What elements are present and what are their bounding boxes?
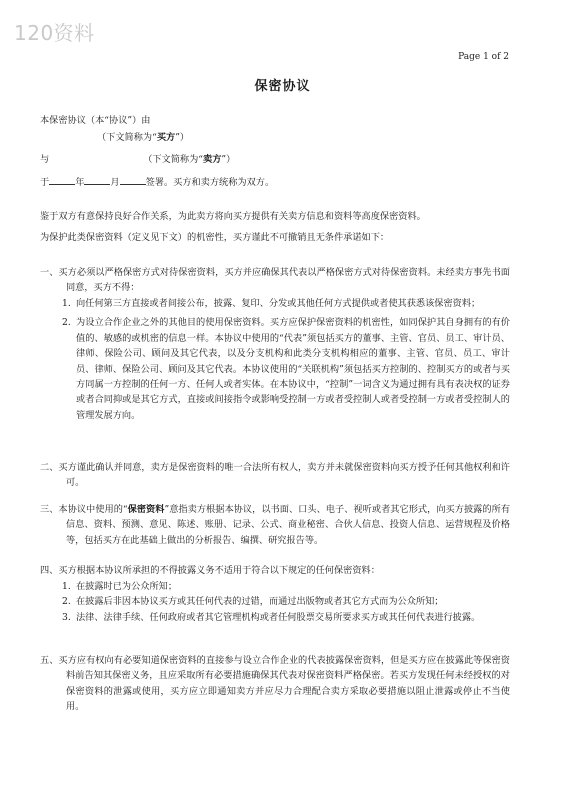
- date-yu: 于: [40, 177, 50, 188]
- intro-line-3-post: ”）: [221, 154, 236, 165]
- list-item: [62, 610, 510, 625]
- page-number: Page 1 of 2: [458, 52, 509, 62]
- list-item-text: 在披露时已为公众所知；: [76, 581, 178, 592]
- intro-line-1: 本保密协议（本“协议”）由: [40, 115, 151, 126]
- section-1: 一、买方必须以严格保密方式对待保密资料，买方并应确保其代表以严格保密方式对待保密资料。未经卖方事先书面同意，买方不得：: [40, 267, 510, 294]
- section-5: 五、买方应有权向有必要知道保密资料的直接参与设立合作企业的代表披露保密资料，但是买方应在披露此等保密资料前告知其保密义务，且应采取所有必要措施确保其代表对保密资料严格保密。若买方发现任何未经授权的对保密资料的泄露或使用，买方应立即通知卖方并应尽力合理配合卖方采取必要措施以阻止泄露或停止不当使用。: [40, 655, 510, 713]
- list-item: [62, 594, 510, 609]
- watermark-logo: 120资料: [14, 21, 95, 45]
- intro-line-3: [40, 152, 235, 167]
- list-item: [62, 296, 510, 311]
- list-item-number: 2.: [62, 317, 71, 329]
- date-rest: 签署。买方和卖方统称为双方。: [145, 177, 275, 188]
- list-item-number: 2.: [62, 596, 71, 608]
- list-item-text: 法律、法律手续、任何政府或者其它管理机构或者任何股票交易所要求买方或其任何代表进行披露。: [76, 611, 481, 623]
- list-item-number: 1.: [62, 581, 71, 592]
- list-item-number: 3.: [62, 611, 71, 623]
- confidential-info-term: 保密资料: [127, 504, 165, 515]
- date-line: [40, 174, 274, 190]
- section-3-post: ”意指卖方根据本协议，以书面、口头、电子、视听或者其它形式，向买方披露的所有信息、资料、预测、意见、陈述、账册、记录、公式、商业秘密、合伙人信息、投资人信息、运营规程及价格等，包括买方在此基础上做出的分析报告、编撰、研究报告等。: [66, 504, 511, 546]
- day-blank: [120, 174, 146, 185]
- year-blank: [49, 174, 75, 185]
- section-4-list: [62, 579, 510, 625]
- document-title: 保密协议: [254, 79, 311, 94]
- seller-term: 卖方: [203, 154, 222, 165]
- list-item-text: 向任何第三方直接或者间接公布，披露、复印、分发或其他任何方式提供或者使其获悉该保密资料；: [76, 298, 481, 309]
- buyer-term: 买方: [156, 132, 176, 143]
- list-item: [62, 315, 510, 423]
- section-1-list: [62, 296, 510, 423]
- intro-line-3-mid: （下文简称为“: [143, 154, 204, 165]
- section-3: [40, 502, 510, 548]
- month-blank: [84, 174, 110, 185]
- preamble-2: 为保护此类保密资料（定义见下文）的机密性，买方谨此不可撤销且无条件承诺如下：: [40, 232, 390, 243]
- section-4: 四、买方根据本协议所承担的不得披露义务不适用于符合以下规定的任何保密资料：: [40, 565, 380, 576]
- list-item-text: 为设立合作企业之外的其他目的使用保密资料。买方应保护保密资料的机密性，如同保护其自身拥有的有价值的、敏感的或机密的信息一样。本协议中使用的“代表”须包括买方的董事、主管、官员、员工、审计员、律师、保险公司、顾问及其它代表，以及分支机构和此类分支机构相应的董事、主管、官员、员工、审计员、律师、保险公司、顾问及其它代表。本协议使用的“关联机构”须包括买方控制的、控制买方的或者与买方同属一方控制的任何一方、任何人或者实体。在本协议中，“控制”一词含义为通过拥有具有表决权的证券或者合同抑或是其它方式，直接或间接指令或影响受控制一方或者受控制人或者受控制一方或者受控制人的管理发展方向。: [76, 317, 510, 421]
- list-item-text: 在披露后非因本协议买方或其任何代表的过错，而通过出版物或者其它方式而为公众所知；: [76, 596, 444, 608]
- list-item: [62, 579, 510, 594]
- intro-line-2-pre: （下文简称为“: [97, 132, 157, 143]
- section-2: 二、买方谨此确认并同意，卖方是保密资料的唯一合法所有权人，卖方并未就保密资料向买方授予任何其他权利和许可。: [40, 462, 510, 489]
- date-yue: 月: [110, 177, 120, 188]
- section-3-pre: 三、本协议中使用的“: [40, 504, 128, 515]
- intro-line-2-post: ”）: [175, 132, 190, 143]
- date-nian: 年: [75, 177, 85, 188]
- intro-line-3-pre: 与: [40, 154, 50, 165]
- intro-line-2: [97, 130, 189, 145]
- list-item-number: 1.: [62, 298, 71, 309]
- preamble-1: 鉴于双方有意保持良好合作关系，为此卖方将向买方提供有关卖方信息和资料等高度保密资料。: [40, 211, 426, 222]
